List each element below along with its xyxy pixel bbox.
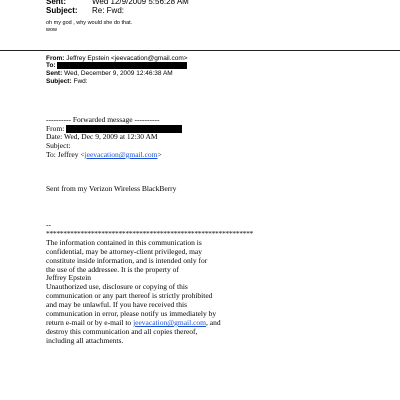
email-sent-label: Sent: bbox=[46, 70, 63, 77]
disclaimer-line: constitute inside information, and is intended only for bbox=[46, 256, 208, 265]
disclaimer-line: the use of the addressee. It is the property of bbox=[46, 265, 179, 274]
reply-subject-value: Re: Fwd: bbox=[92, 6, 125, 15]
email-subject-value: Fwd: bbox=[73, 78, 88, 85]
reply-body-line: wow bbox=[46, 27, 58, 33]
disclaimer-email-row bbox=[46, 318, 221, 327]
forwarded-to-suffix: > bbox=[157, 150, 162, 159]
disclaimer-line: Unauthorized use, disclosure or copying of this bbox=[46, 282, 188, 291]
email-subject-row bbox=[46, 78, 88, 85]
email-sent-value: Wed, December 9, 2009 12:46:38 AM bbox=[64, 70, 173, 77]
disclaimer-dashes: -- bbox=[46, 220, 51, 229]
disclaimer-line: confidential, may be attorney-client privileged, may bbox=[46, 247, 202, 256]
email-to-row bbox=[46, 62, 187, 69]
email-from-row bbox=[46, 55, 188, 62]
disclaimer-line: Jeffrey Epstein bbox=[46, 273, 92, 282]
blackberry-signature: Sent from my Verizon Wireless BlackBerry bbox=[46, 184, 177, 193]
disclaimer-email-suffix: , and bbox=[205, 318, 221, 327]
disclaimer-stars: ************************************************************ bbox=[46, 229, 254, 238]
disclaimer-line: and may be unlawful. If you have received this bbox=[46, 300, 187, 309]
email-from-label: From: bbox=[46, 55, 65, 62]
reply-body-line: oh my god , why would she do that. bbox=[46, 20, 133, 26]
reply-subject-label: Subject: bbox=[46, 6, 78, 15]
forwarded-to-row bbox=[46, 150, 162, 159]
reply-sent-value: Wed 12/9/2009 5:56:28 AM bbox=[92, 0, 189, 6]
forwarded-from-label: From: bbox=[46, 124, 65, 133]
reply-sent-label: Sent: bbox=[46, 0, 66, 6]
disclaimer-line: The information contained in this communication is bbox=[46, 238, 202, 247]
forwarded-to-email-link[interactable]: jeevacation@gmail.com bbox=[84, 150, 158, 159]
disclaimer-line: including all attachments. bbox=[46, 336, 124, 345]
redaction-bar bbox=[57, 62, 187, 69]
disclaimer-email-link[interactable]: jeevacation@gmail.com bbox=[133, 318, 206, 327]
disclaimer-email-prefix: return e-mail or by e-mail to bbox=[46, 318, 134, 327]
header-divider bbox=[0, 50, 400, 51]
forwarded-to-prefix: To: Jeffrey < bbox=[46, 150, 85, 159]
forwarded-date-row: Date: Wed, Dec 9, 2009 at 12:30 AM bbox=[46, 132, 158, 141]
email-sent-row bbox=[46, 70, 173, 77]
forwarded-subject-row: Subject: bbox=[46, 141, 71, 150]
disclaimer-line: communication in error, please notify us immediately by bbox=[46, 309, 217, 318]
email-to-label: To: bbox=[46, 62, 56, 70]
forwarded-header: ---------- Forwarded message ---------- bbox=[46, 115, 160, 124]
email-from-value: Jeffrey Epstein <jeevacation@gmail.com> bbox=[66, 55, 188, 62]
disclaimer-line: destroy this communication and all copies thereof, bbox=[46, 327, 198, 336]
email-subject-label: Subject: bbox=[46, 78, 72, 85]
disclaimer-line: communication or any part thereof is strictly prohibited bbox=[46, 291, 213, 300]
